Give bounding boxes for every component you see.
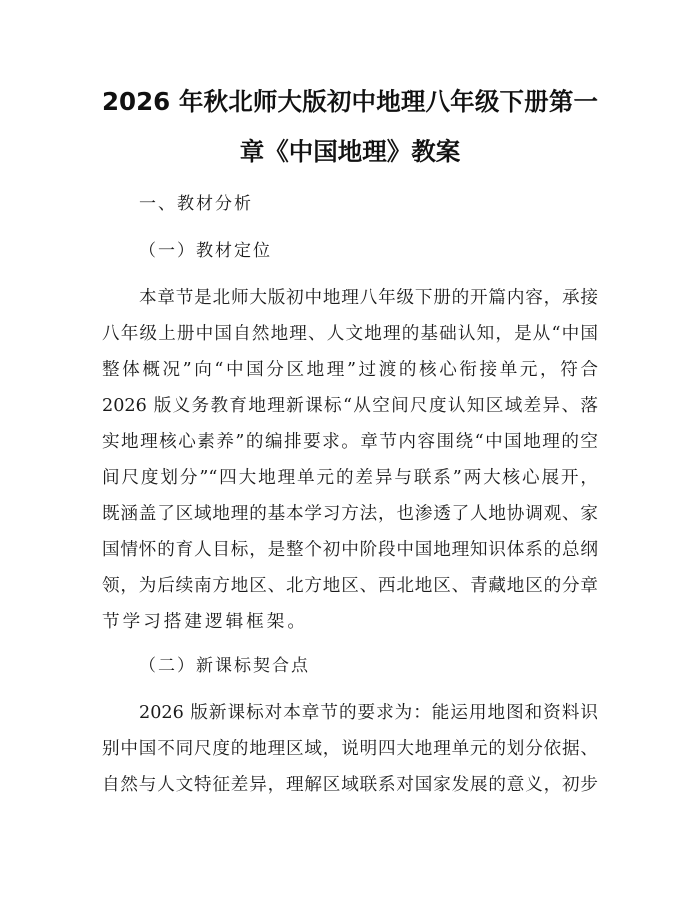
subsection-heading-new-curriculum-alignment: （二）新课标契合点: [139, 656, 310, 676]
paragraph-1-line-2: 八年级上册中国自然地理、人文地理的基础认知，是从“中国: [102, 324, 598, 344]
paragraph-1-line-7: 既涵盖了区域地理的基本学习方法，也渗透了人地协调观、家: [102, 504, 598, 524]
paragraph-1-line-1: 本章节是北师大版初中地理八年级下册的开篇内容，承接: [139, 288, 598, 308]
paragraph-1-line-8: 国情怀的育人目标，是整个初中阶段中国地理知识体系的总纲: [102, 540, 598, 560]
paragraph-2-line-2: 别中国不同尺度的地理区域，说明四大地理单元的划分依据、: [102, 739, 598, 759]
paragraph-2-line-1: 2026 版新课标对本章节的要求为：能运用地图和资料识: [139, 703, 598, 723]
paragraph-1-line-9: 领，为后续南方地区、北方地区、西北地区、青藏地区的分章: [102, 576, 598, 596]
paragraph-1-line-10: 节学习搭建逻辑框架。: [102, 612, 308, 632]
paragraph-1-line-4: 2026 版义务教育地理新课标“从空间尺度认知区域差异、落: [102, 396, 598, 416]
document-title-line-2: 章《中国地理》教案: [239, 137, 461, 166]
paragraph-2-line-3: 自然与人文特征差异，理解区域联系对国家发展的意义，初步: [102, 775, 598, 795]
paragraph-1-line-6: 间尺度划分”“四大地理单元的差异与联系”两大核心展开，: [102, 468, 598, 488]
paragraph-1-line-3: 整体概况”向“中国分区地理”过渡的核心衔接单元，符合: [102, 360, 598, 380]
paragraph-1-line-5: 实地理核心素养”的编排要求。章节内容围绕“中国地理的空: [102, 432, 598, 452]
document-title-line-1: 2026 年秋北师大版初中地理八年级下册第一: [102, 87, 598, 116]
subsection-heading-material-positioning: （一）教材定位: [139, 241, 272, 261]
section-heading-teaching-material-analysis: 一、教材分析: [139, 194, 253, 214]
